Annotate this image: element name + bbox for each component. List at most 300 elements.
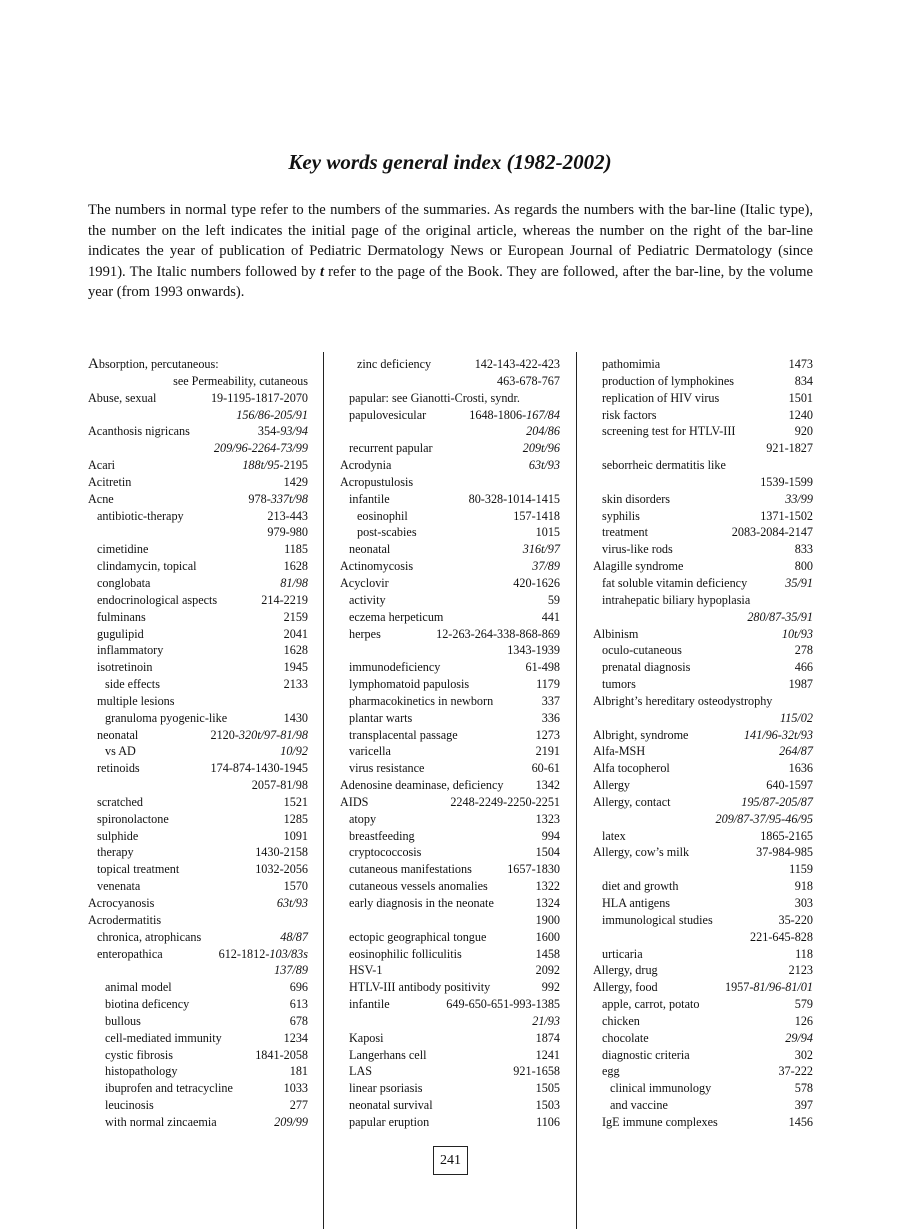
index-entry (88, 592, 308, 609)
entry-term: Albinism (593, 626, 639, 641)
index-entry (88, 491, 308, 508)
entry-numbers: 1234 (283, 1030, 308, 1045)
entry-term: infantile (349, 491, 390, 506)
index-entry (88, 946, 308, 963)
entry-term: production of lymphokines (602, 373, 735, 388)
index-column-3 (593, 356, 813, 1131)
index-entry (340, 474, 560, 491)
entry-numbers: 1322 (535, 879, 560, 894)
index-entry (340, 693, 560, 710)
entry-numbers: 1241 (535, 1047, 560, 1062)
entry-term: animal model (105, 980, 172, 995)
index-entry (340, 743, 560, 760)
entry-term: pathomimia (602, 357, 661, 371)
entry-numbers: 2083-2084-2147 (731, 525, 813, 540)
entry-numbers: 1430-2158 (255, 845, 308, 860)
index-entry (340, 861, 560, 878)
entry-numbers: 649-650-651-993-1385 (446, 997, 560, 1012)
entry-numbers: 181 (289, 1064, 308, 1079)
entry-term: Actinomycosis (340, 559, 414, 574)
entry-numbers: 118 (795, 946, 813, 961)
entry-numbers: 1648-1806-167/84 (469, 407, 560, 422)
entry-term: endocrinological aspects (97, 592, 218, 607)
index-continuation: 156/86-205/91 (236, 407, 308, 422)
entry-term: fat soluble vitamin deficiency (602, 575, 748, 590)
index-entry (88, 1080, 308, 1097)
entry-term: chocolate (602, 1030, 649, 1045)
entry-numbers: 466 (794, 660, 813, 675)
entry-term: pharmacokinetics in newborn (349, 693, 494, 708)
entry-term: Alfa-MSH (593, 744, 646, 759)
index-column-1 (88, 356, 308, 1131)
entry-term: lymphomatoid papulosis (349, 677, 470, 692)
entry-numbers: 1987 (788, 677, 813, 692)
index-entry (593, 760, 813, 777)
index-entry (340, 895, 560, 912)
index-entry (340, 811, 560, 828)
entry-numbers: 63t/93 (276, 896, 308, 910)
index-entry (340, 1047, 560, 1064)
entry-term: LAS (349, 1064, 373, 1079)
index-entry (340, 407, 560, 424)
index-column-2 (340, 356, 560, 1131)
index-continuation: 1343-1939 (507, 643, 560, 658)
entry-term: ectopic geographical tongue (349, 929, 487, 944)
index-entry (88, 811, 308, 828)
entry-numbers: 35-220 (778, 912, 813, 927)
entry-term: sulphide (97, 828, 139, 843)
entry-term: Alagille syndrome (593, 559, 684, 574)
entry-term: recurrent papular (349, 441, 433, 456)
entry-term: syphilis (602, 508, 640, 523)
index-entry (88, 828, 308, 845)
entry-term: apple, carrot, potato (602, 997, 700, 1012)
entry-term: topical treatment (97, 862, 180, 877)
entry-term: cryptococcosis (349, 845, 422, 860)
entry-term: herpes (349, 626, 381, 641)
entry-term: eczema herpeticum (349, 609, 444, 624)
entry-term: HSV-1 (349, 963, 383, 978)
entry-numbers: 2120-320t/97-81/98 (210, 727, 308, 742)
index-entry (593, 1030, 813, 1047)
entry-term: ibuprofen and tetracycline (105, 1081, 233, 1096)
index-entry (88, 1030, 308, 1047)
entry-term: Acrodermatitis (88, 912, 162, 927)
entry-numbers: 35/91 (785, 575, 813, 590)
index-entry (593, 659, 813, 676)
index-entry (340, 659, 560, 676)
entry-numbers: 80-328-1014-1415 (468, 491, 560, 506)
entry-numbers: 441 (541, 609, 560, 624)
index-entry (88, 474, 308, 491)
index-entry (340, 558, 560, 575)
entry-term: Acari (88, 458, 116, 473)
entry-numbers: 48/87 (280, 929, 308, 944)
entry-numbers: 1091 (283, 828, 308, 843)
index-entry (88, 642, 308, 659)
index-entry (593, 508, 813, 525)
entry-term: risk factors (602, 407, 657, 422)
entry-term: papular eruption (349, 1114, 430, 1129)
index-entry (593, 541, 813, 558)
entry-term: activity (349, 592, 386, 607)
entry-term: fulminans (97, 609, 146, 624)
index-entry (88, 423, 308, 440)
entry-numbers: 1179 (536, 677, 560, 692)
entry-term: HLA antigens (602, 896, 671, 910)
index-continuation: 115/02 (780, 710, 813, 725)
entry-term: Allergy, contact (593, 794, 671, 809)
entry-numbers (809, 693, 813, 710)
index-entry (340, 1030, 560, 1047)
index-entry (593, 693, 813, 710)
entry-term: eosinophilic folliculitis (349, 946, 462, 961)
entry-term: scratched (97, 794, 144, 809)
index-entry (340, 777, 560, 794)
column-divider (323, 352, 324, 1229)
entry-term: diagnostic criteria (602, 1047, 690, 1062)
index-entry (340, 390, 560, 407)
entry-term: infantile (349, 997, 390, 1012)
entry-term: with normal zincaemia (105, 1114, 217, 1129)
entry-term: Abuse, sexual (88, 390, 157, 405)
index-entry (593, 996, 813, 1013)
entry-term: plantar warts (349, 710, 413, 725)
index-entry (340, 1097, 560, 1114)
entry-numbers: 1285 (283, 811, 308, 826)
entry-term: Allergy, food (593, 980, 658, 995)
entry-term: eosinophil (357, 508, 408, 523)
index-entry (340, 844, 560, 861)
index-entry (593, 946, 813, 963)
index-continuation: 1900 (535, 912, 560, 927)
entry-numbers: 1015 (535, 525, 560, 540)
entry-numbers: 2159 (283, 609, 308, 624)
entry-numbers: 1473 (788, 357, 813, 371)
index-entry (88, 912, 308, 929)
index-entry (340, 575, 560, 592)
index-entry (340, 962, 560, 979)
entry-numbers: 579 (794, 997, 813, 1012)
entry-term: papular: see Gianotti-Crosti, syndr. (349, 390, 520, 405)
entry-term: neonatal (97, 727, 139, 742)
index-entry (593, 1114, 813, 1131)
intro-paragraph: The numbers in normal type refer to the numbers of the summaries. As regards the numbers with the bar-line (Italic type), the number on the left indicates the initial page of the original article, whereas the number on the right of the bar-line indicates the year of publication of Pediatric Dermatology News or European Journal of Pediatric Dermatology (since 1991). The Italic numbers followed by t refer to the page of the Book. They are followed, after the bar-line, by the volume year (from 1993 onwards). (88, 202, 814, 300)
entry-numbers: 1636 (788, 761, 813, 776)
entry-numbers: 678 (289, 1013, 308, 1028)
index-entry (593, 828, 813, 845)
entry-numbers: 1323 (535, 811, 560, 826)
entry-term: virus-like rods (602, 542, 673, 557)
entry-term: immunological studies (602, 912, 713, 927)
index-entry (88, 743, 308, 760)
index-entry (88, 508, 308, 525)
index-entry (88, 676, 308, 693)
entry-numbers: 640-1597 (766, 778, 813, 793)
entry-numbers: 1504 (535, 845, 560, 860)
entry-numbers: 612-1812-103/83s (218, 946, 308, 961)
entry-term: cutaneous vessels anomalies (349, 879, 488, 894)
index-continuation: see Permeability, cutaneous (173, 373, 308, 388)
entry-term: gugulipid (97, 626, 144, 641)
entry-numbers: 12-263-264-338-868-869 (436, 626, 560, 641)
entry-term: atopy (349, 811, 377, 826)
index-entry (88, 1047, 308, 1064)
entry-numbers: 209t/96 (522, 441, 560, 456)
index-entry (88, 760, 308, 777)
index-entry (340, 828, 560, 845)
entry-term: replication of HIV virus (602, 390, 720, 405)
entry-numbers: 141/96-32t/93 (743, 727, 813, 742)
entry-numbers: 1657-1830 (507, 862, 560, 877)
entry-term: and vaccine (610, 1098, 668, 1113)
entry-numbers: 29/94 (785, 1030, 813, 1045)
entry-numbers: 37-222 (778, 1064, 813, 1079)
entry-numbers (556, 474, 560, 491)
index-entry (340, 491, 560, 508)
entry-numbers (556, 390, 560, 407)
entry-term: vs AD (105, 744, 136, 759)
entry-numbers: 59 (547, 592, 560, 607)
entry-term: latex (602, 828, 626, 843)
entry-numbers (809, 592, 813, 609)
index-entry (593, 457, 813, 474)
index-entry (593, 407, 813, 424)
index-entry (340, 1080, 560, 1097)
entry-term: treatment (602, 525, 649, 540)
entry-term: varicella (349, 744, 391, 759)
entry-term: screening test for HTLV-III (602, 424, 736, 439)
entry-term: side effects (105, 677, 160, 692)
index-continuation: 1539-1599 (760, 474, 813, 489)
entry-term: Alfa tocopherol (593, 761, 670, 776)
index-entry (88, 727, 308, 744)
entry-term: papulovesicular (349, 407, 427, 422)
entry-term: urticaria (602, 946, 643, 961)
index-entry (340, 996, 560, 1013)
entry-numbers: 920 (794, 424, 813, 439)
entry-term: isotretinoin (97, 660, 153, 675)
index-entry (593, 558, 813, 575)
index-entry (593, 423, 813, 440)
entry-term: clindamycin, topical (97, 559, 197, 574)
index-entry (593, 592, 813, 609)
index-entry (593, 676, 813, 693)
index-entry (593, 1047, 813, 1064)
index-entry (593, 962, 813, 979)
entry-term: retinoids (97, 761, 140, 776)
index-entry (593, 878, 813, 895)
entry-term: chicken (602, 1013, 640, 1028)
index-entry (340, 508, 560, 525)
page-number: 241 (433, 1146, 468, 1175)
entry-term: egg (602, 1064, 620, 1079)
index-entry (593, 912, 813, 929)
index-entry (88, 390, 308, 407)
entry-term: breastfeeding (349, 828, 415, 843)
entry-term: Acrodynia (340, 458, 392, 473)
entry-term: immunodeficiency (349, 660, 441, 675)
entry-numbers: 264/87 (779, 744, 813, 759)
entry-term: HTLV-III antibody positivity (349, 980, 491, 995)
entry-numbers: 1841-2058 (255, 1047, 308, 1062)
index-entry (593, 575, 813, 592)
entry-term: seborrheic dermatitis like (602, 458, 726, 473)
entry-numbers: 19-1195-1817-2070 (210, 390, 308, 405)
entry-numbers: 613 (289, 997, 308, 1012)
entry-numbers: 337 (541, 693, 560, 708)
entry-term: virus resistance (349, 761, 425, 776)
index-entry (593, 727, 813, 744)
entry-term: enteropathica (97, 946, 163, 961)
index-entry (88, 979, 308, 996)
entry-numbers: 1957-81/96-81/01 (724, 980, 813, 995)
index-entry (88, 1114, 308, 1131)
index-continuation: 463-678-767 (497, 373, 560, 388)
entry-numbers: 303 (794, 896, 813, 910)
entry-term: bullous (105, 1013, 141, 1028)
entry-numbers: 126 (794, 1013, 813, 1028)
index-entry (88, 1013, 308, 1030)
entry-numbers: 1600 (535, 929, 560, 944)
index-entry (88, 558, 308, 575)
entry-term: intrahepatic biliary hypoplasia (602, 592, 751, 607)
entry-numbers: 174-874-1430-1945 (210, 761, 308, 776)
index-continuation: 280/87-35/91 (747, 609, 813, 624)
entry-numbers: 834 (794, 373, 813, 388)
entry-numbers: 277 (289, 1098, 308, 1113)
entry-numbers: 1430 (283, 710, 308, 725)
index-entry (340, 1114, 560, 1131)
entry-numbers: 142-143-422-423 (474, 357, 560, 371)
entry-numbers: 1342 (535, 778, 560, 793)
entry-term: Acne (88, 491, 114, 506)
entry-term: Acyclovir (340, 575, 389, 590)
index-entry (88, 609, 308, 626)
entry-numbers: 1273 (535, 727, 560, 742)
entry-numbers: 994 (541, 828, 560, 843)
index-entry (88, 794, 308, 811)
index-entry (88, 1063, 308, 1080)
entry-numbers: 60-61 (531, 761, 560, 776)
entry-numbers: 420-1626 (513, 575, 560, 590)
index-entry (340, 979, 560, 996)
entry-numbers: 992 (541, 980, 560, 995)
entry-numbers: 213-443 (267, 508, 308, 523)
entry-term: chronica, atrophicans (97, 929, 202, 944)
index-entry (340, 626, 560, 643)
index-entry (593, 794, 813, 811)
index-entry (88, 861, 308, 878)
index-entry (88, 895, 308, 912)
index-entry (340, 929, 560, 946)
entry-numbers: 214-2219 (261, 592, 308, 607)
entry-term: Absorption, percutaneous: (88, 356, 219, 372)
entry-numbers: 354-93/94 (257, 424, 308, 439)
entry-term: prenatal diagnosis (602, 660, 691, 675)
entry-numbers: 1240 (788, 407, 813, 422)
entry-numbers: 316t/97 (522, 542, 560, 557)
entry-term: early diagnosis in the neonate (349, 896, 494, 910)
index-entry (88, 878, 308, 895)
index-entry (593, 979, 813, 996)
entry-term: oculo-cutaneous (602, 643, 682, 658)
entry-numbers: 800 (794, 559, 813, 574)
index-entry (340, 878, 560, 895)
entry-numbers: 1628 (283, 643, 308, 658)
entry-numbers: 1628 (283, 559, 308, 574)
index-entry (88, 626, 308, 643)
entry-numbers: 2133 (283, 677, 308, 692)
index-entry (340, 541, 560, 558)
entry-term: Langerhans cell (349, 1047, 427, 1062)
index-entry (593, 390, 813, 407)
index-entry (593, 356, 813, 373)
entry-numbers: 1501 (788, 390, 813, 405)
entry-numbers: 278 (794, 643, 813, 658)
index-entry (340, 794, 560, 811)
index-entry (88, 1097, 308, 1114)
index-entry (88, 844, 308, 861)
entry-term: spironolactone (97, 811, 169, 826)
index-continuation: 979-980 (267, 525, 308, 540)
entry-numbers: 1106 (536, 1114, 560, 1129)
entry-numbers: 2191 (535, 744, 560, 759)
entry-numbers: 833 (794, 542, 813, 557)
index-continuation: 221-645-828 (750, 929, 813, 944)
entry-term: skin disorders (602, 491, 671, 506)
index-entry (340, 760, 560, 777)
entry-term: zinc deficiency (357, 357, 432, 371)
entry-numbers: 81/98 (280, 575, 308, 590)
entry-numbers: 696 (289, 980, 308, 995)
entry-term: granuloma pyogenic-like (105, 710, 228, 725)
index-continuation: 209/87-37/95-46/95 (715, 811, 813, 826)
entry-numbers: 63t/93 (528, 458, 560, 473)
entry-numbers: 1503 (535, 1098, 560, 1113)
entry-term: therapy (97, 845, 134, 860)
index-continuation: 921-1827 (766, 441, 813, 456)
entry-numbers: 921-1658 (513, 1064, 560, 1079)
entry-term: Albright’s hereditary osteodystrophy (593, 693, 773, 708)
index-entry (593, 777, 813, 794)
entry-numbers (304, 912, 308, 929)
index-entry (340, 592, 560, 609)
index-entry (88, 575, 308, 592)
index-entry (88, 710, 308, 727)
entry-numbers: 1456 (788, 1114, 813, 1129)
index-entry (340, 440, 560, 457)
entry-numbers: 1429 (283, 474, 308, 489)
index-entry (593, 895, 813, 912)
index-entry (593, 1097, 813, 1114)
entry-term: Allergy, drug (593, 963, 658, 978)
index-entry (593, 626, 813, 643)
entry-numbers: 209/99 (274, 1114, 308, 1129)
entry-numbers: 157-1418 (513, 508, 560, 523)
entry-numbers: 1032-2056 (255, 862, 308, 877)
index-continuation: 137/89 (274, 963, 308, 978)
entry-term: cystic fibrosis (105, 1047, 174, 1062)
index-entry (340, 946, 560, 963)
index-continuation: 2057-81/98 (251, 778, 308, 793)
index-entry (340, 457, 560, 474)
entry-numbers: 10t/93 (781, 626, 813, 641)
index-entry (593, 1063, 813, 1080)
index-entry (593, 524, 813, 541)
entry-term: biotina deficency (105, 997, 190, 1012)
entry-term: histopathology (105, 1064, 178, 1079)
